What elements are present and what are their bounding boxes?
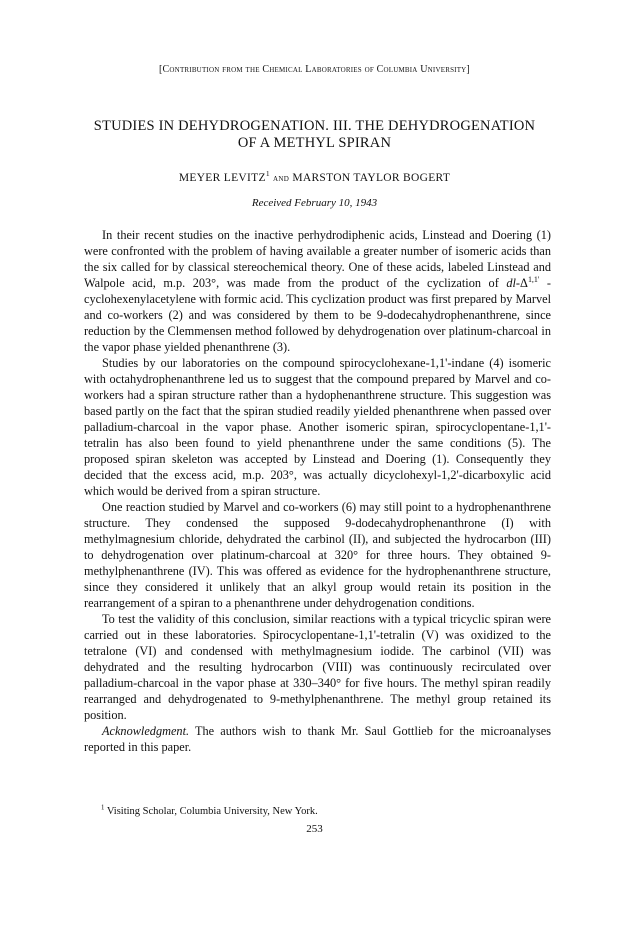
received-date: Received February 10, 1943 [251, 197, 378, 209]
footnote [101, 806, 551, 817]
paragraph-1: In their recent studies on the inactive perhydrodiphenic acids, Linstead and Doering (1) were confronted with the problem of having available a greater number of isomeric acids than the six called for by classical stereochemical theory. One of these acids, labeled Linstead and Walpole acid, m.p. 203°, was made from the product of the cyclization of $dl-\Delta^{1,1'}$ -cyclohexenylacetylene with formic acid. This cyclization product was first prepared by Marvel and co-workers (2) and was considered by them to be 9-dodecahydrophenanthrene, since reduction by the Clemmensen method followed by dehydrogenation over platinum-charcoal in the vapor phase yielded phenanthrene (3). [84, 228, 552, 354]
page-number: 253 [306, 823, 323, 835]
author-conjunction: and [273, 173, 290, 184]
article-title [60, 118, 569, 152]
paragraph-3: One reaction studied by Marvel and co-workers (6) may still point to a hydrophenanthrene structure. They condensed the supposed 9-dodecahydrophenanthrone (I) with methylmagnesium chloride, dehydrated the carbinol (II), and subjected the hydrocarbon (III) to dehydrogenation over platinum-charcoal at 320° for three hours. They obtained 9-methylphenanthrene (IV). This was offered as evidence for the hydrophenanthrene structure, since they considered it unlikely that an alkyl group would retain its position in the rearrangement of a spiran to a phenanthrene under dehydrogenation conditions. [84, 500, 551, 610]
paragraph-4: To test the validity of this conclusion, similar reactions with a typical tricyclic spiran were carried out in these laboratories. Spirocyclopentane-1,1'-tetralin (V) was oxidized to the tetralone (VI) and condensed with methylmagnesium iodide. The carbinol (VII) was dehydrated and the resulting hydrocarbon (VIII) was continuously recirculated over palladium-charcoal in the vapor phase at 330–340° for five hours. The methyl spiran readily rearranged and dehydrogenated to 9-methylphenanthrene. The methyl group retained its position. [84, 612, 551, 722]
delta-superscript: 1,1' [527, 274, 540, 284]
author-1-footnote-mark: 1 [265, 169, 270, 179]
acknowledgment-label: Acknowledgment. [102, 724, 190, 738]
footnote-mark: 1 [101, 804, 105, 812]
article-title-line-2: OF A METHYL SPIRAN [237, 135, 392, 151]
author-2: MARSTON TAYLOR BOGERT [292, 172, 451, 184]
article-body [84, 227, 551, 755]
paragraph-2: Studies by our laboratories on the compound spirocyclohexane-1,1'-indane (4) isomeric with octahydrophenanthrene led us to suggest that the compound prepared by Marvel and co-workers had a spiran structure rather than a hydophenanthrene structure. This suggestion was based partly on the fact that the spiran studied readily yielded phenanthrene when passed over palladium-charcoal in the vapor phase. Another isomeric spiran, spirocyclopentane-1,1'-tetralin has also been found to yield phenanthrene under the same conditions (5). The proposed spiran skeleton was accepted by Linstead and Doering (1). Consequently they decided that the excess acid, m.p. 203°, was actually dicyclohexyl-1,2'-dicarboxylic acid which would be derived from a spiran structure. [84, 356, 551, 498]
contribution-header: [Contribution from the Chemical Laboratories of Columbia University] [159, 64, 470, 75]
article-title-line-1: STUDIES IN DEHYDROGENATION. III. THE DEHYDROGENATION [93, 118, 536, 134]
footnote-text: Visiting Scholar, Columbia University, New York. [104, 806, 318, 817]
author-1: MEYER LEVITZ [178, 172, 266, 184]
dl-prefix: dl [506, 276, 516, 290]
paragraph-acknowledgment: Acknowledgment. The authors wish to thank Mr. Saul Gottlieb for the microanalyses reported in this paper. [84, 724, 551, 754]
author-line [0, 169, 629, 184]
